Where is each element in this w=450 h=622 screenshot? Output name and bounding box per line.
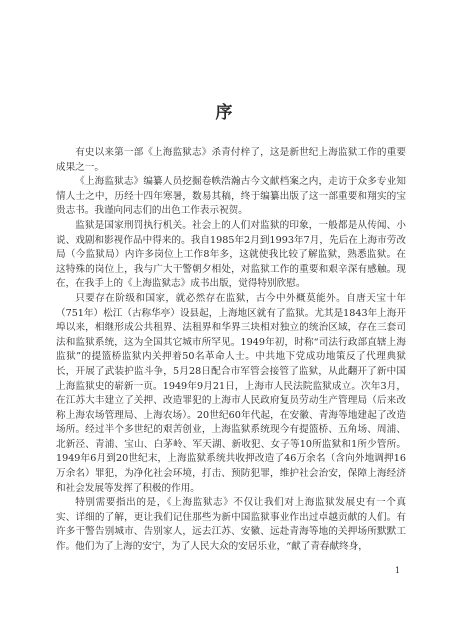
- paragraph: 有史以来第一部《上海监狱志》杀青付梓了，这是新世纪上海监狱工作的重要成果之一。: [56, 147, 406, 173]
- page-title: 序: [215, 103, 235, 123]
- page-number: 1: [395, 566, 401, 575]
- paragraph: 《上海监狱志》编纂人员挖掘卷帙浩瀚古今文献档案之内，走访于众多专业知情人士之中，历经十四年寒暑，数易其稿，终于编纂出版了这一部重要和翔实的宝贵志书。我谨向同志们的出色工作表示祝贺。: [56, 176, 406, 217]
- paragraph: 特别需要指出的是，《上海监狱志》不仅让我们对上海监狱发展史有一个真实、详细的了解，更让我们记住那些为新中国监狱事业作出过卓越贡献的人们。有许多干警告别城市、告别家人，远去江苏、安徽、远赴青海等地的关押场所默默工作。他们为了上海的安宁，为了人民大众的安居乐业，“献了青春献终身，: [56, 497, 406, 553]
- paragraph: 监狱是国家刑罚执行机关。社会上的人们对监狱的印象，一般都是从传闻、小说、戏剧和影视作品中得来的。我自1985年2月到1993年7月，先后在上海市劳改局（今监狱局）内许多岗位上工作8年多，这就使我比较了解监狱，熟悉监狱。在这特殊的岗位上，我与广大干警朝夕相处，对监狱工作的重要和艰辛深有感触。现在，在我手上的《上海监狱志》成书出版，觉得特别欣慰。: [56, 219, 406, 290]
- preface-body: [56, 146, 406, 555]
- paragraph: 只要存在阶级和国家，就必然存在监狱，古今中外概莫能外。自唐天宝十年（751年）松江（古称华亭）设县起，上海地区就有了监狱。尤其是1843年上海开埠以来，相继形成公共租界、法租界和华界三块相对独立的统治区域，存在三套司法和监狱系统，这为全国其它城市所罕见。1949年初，时称“司法行政部直辖上海监狱”的提篮桥监狱内关押着50名革命人士。中共地下党成功地策反了代理典狱长，开展了武装护监斗争，5月28日配合市军管会接管了监狱，从此翻开了新中国上海监狱史的崭新一页。1949年9月21日，上海市人民法院监狱成立。次年3月，在江苏大丰建立了关押、改造罪犯的上海市人民政府复员劳动生产管理局（后来改称上海农场管理局、上海农场）。20世纪60年代起，在安徽、青海等地建起了改造场所。经过半个多世纪的艰苦创业，上海监狱系统现今有提篮桥、五角场、周浦、北新泾、青浦、宝山、白茅岭、军天湖、新收犯、女子等10所监狱和1所少管所。1949年6月到20世纪末，上海监狱系统共收押改造了46万余名（含向外地调押16万余名）罪犯，为净化社会环境，打击、预防犯罪，维护社会治安，保障上海经济和社会发展等发挥了积极的作用。: [56, 292, 406, 494]
